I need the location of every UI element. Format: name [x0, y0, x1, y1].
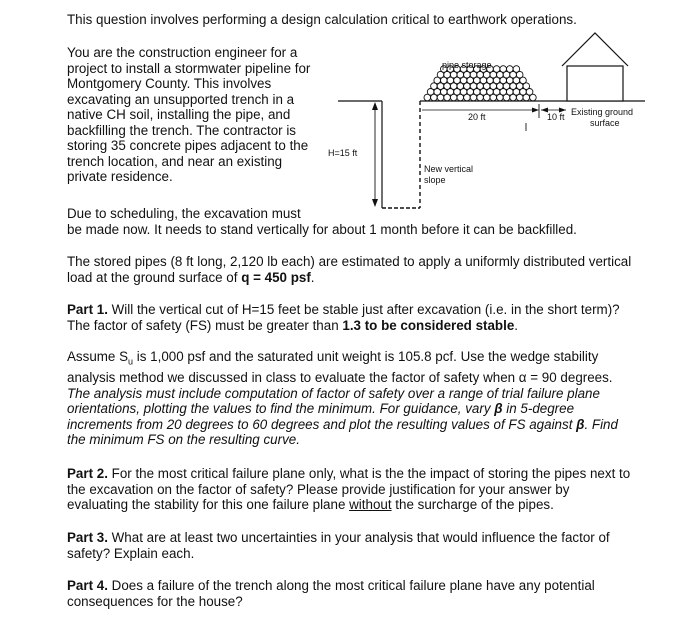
scenario-line: private residence.: [67, 169, 173, 184]
part-2-line-2: the excavation on the factor of safety? Please provide justification for your answer by: [67, 481, 570, 497]
existing-ground-label-1: Existing ground: [571, 107, 634, 117]
assume-italic-4a: orientations, plotting the values to find the minimum. For guidance, vary: [67, 401, 495, 417]
scenario-line: trench location, and near an existing: [67, 153, 283, 169]
load-line-2-end: .: [310, 269, 315, 285]
assumptions-paragraph: [67, 349, 667, 448]
assume-line-4: [67, 401, 667, 417]
scenario-paragraph: [67, 45, 337, 185]
house-body: [567, 66, 623, 101]
width-10-label: 10 ft: [547, 112, 565, 122]
part-2-line-3: [67, 497, 667, 513]
scenario-line: project to install a stormwater pipeline for: [67, 60, 311, 76]
part-3-line-1: [67, 530, 667, 546]
load-value: q = 450 psf: [241, 269, 311, 285]
scenario-line: storing 35 concrete pipes adjacent to the: [67, 138, 309, 153]
assume-text-a: Assume S: [67, 349, 129, 364]
part-3: [67, 530, 667, 561]
su-subscript: u: [128, 356, 134, 367]
part-1-line-2: [67, 318, 667, 334]
part-2-text-3a: evaluating the stability for this one failure plane: [67, 497, 350, 512]
pipe-circle: [507, 66, 514, 73]
assume-line-5: [67, 417, 667, 433]
without-underlined: without: [349, 497, 392, 512]
part-1-line-1: [67, 302, 667, 318]
part-4: [67, 578, 667, 609]
pipe-circle: [500, 66, 507, 73]
part-1: [67, 302, 667, 333]
assume-line-1: [67, 349, 667, 370]
part-4-line-1: [67, 578, 667, 594]
load-line-2-text: load at the ground surface of: [67, 269, 242, 285]
assume-italic-4b: in 5-degree: [502, 401, 575, 417]
part-2-line-1: [67, 466, 667, 482]
intro-text: This question involves performing a design calculation critical to earthwork operations.: [67, 12, 577, 27]
scenario-line: Due to scheduling, the excavation must: [67, 206, 301, 221]
part-4-label: Part 4.: [67, 578, 108, 593]
pipe-circle: [513, 66, 520, 73]
scenario-line: native CH soil, installing the pipe, and: [67, 107, 291, 122]
new-vertical-label-1: New vertical: [424, 164, 474, 174]
beta-symbol: β: [494, 401, 503, 417]
height-arrow-top: [372, 102, 378, 110]
load-line-1: The stored pipes (8 ft long, 2,120 lb each) are estimated to apply a uniformly distributed vertical: [67, 254, 632, 269]
part-3-text-1: What are at least two uncertainties in your analysis that would influence the factor of: [107, 530, 610, 545]
part-2-text-3b: the surcharge of the pipes.: [391, 497, 554, 512]
width-20-arrow-right: [532, 108, 539, 113]
assume-italic-3: The analysis must include computation of factor of safety over a range of trial failure plane: [67, 385, 600, 401]
existing-ground-label-2: surface: [590, 118, 620, 128]
part-4-line-2: consequences for the house?: [67, 593, 243, 609]
part-1-question: Will the vertical cut of H=15 feet be stable just after excavation (i.e. in the short term)?: [107, 302, 620, 317]
part-1-label: Part 1.: [67, 302, 108, 317]
assume-text-b: is 1,000 psf and the saturated unit weight is 105.8 pcf. Use the wedge stability: [133, 349, 599, 364]
height-arrow-bottom: [372, 199, 378, 207]
pipe-storage-label: pipe storage: [442, 60, 492, 70]
assume-italic-5a: increments from 20 degrees to 60 degrees and plot the resulting values of FS against: [67, 416, 577, 432]
part-1-end: .: [514, 317, 519, 333]
assume-line-6: [67, 432, 667, 448]
height-label: H=15 ft: [328, 148, 358, 158]
load-paragraph: [67, 254, 667, 285]
width-20-label: 20 ft: [468, 112, 486, 122]
assume-line-3: [67, 386, 667, 402]
new-vertical-label-2: slope: [424, 175, 446, 185]
part-4-text-1: Does a failure of the trench along the most critical failure plane have any potential: [107, 578, 595, 593]
assume-line-2: analysis method we discussed in class to evaluate the factor of safety when α = 90 degrees.: [67, 370, 613, 386]
scenario-line: backfilling the trench. The contractor is: [67, 122, 296, 138]
scenario-line: excavating an unsupported trench in a: [67, 91, 295, 107]
pipe-stack: [424, 66, 536, 101]
assume-italic-6: the minimum FS on the resulting curve.: [67, 432, 300, 448]
scenario-line: You are the construction engineer for a: [67, 45, 298, 60]
part-3-line-2: safety? Explain each.: [67, 545, 195, 561]
scenario-line: be made now. It needs to stand vertically for about 1 month before it can be backfilled.: [67, 221, 577, 237]
trench-diagram: [320, 28, 660, 223]
part-1-criterion: The factor of safety (FS) must be greater than: [67, 317, 343, 333]
part-3-label: Part 3.: [67, 530, 108, 545]
scenario-line: Montgomery County. This involves: [67, 76, 272, 91]
assume-italic-5b: . Find: [584, 416, 618, 432]
load-line-2: [67, 270, 667, 286]
pipe-circle: [493, 66, 500, 73]
part-2-label: Part 2.: [67, 466, 108, 481]
part-2-text-1: For the most critical failure plane only, what is the the impact of storing the pipes next to: [107, 466, 631, 481]
beta-symbol: β: [576, 416, 585, 432]
house-roof: [562, 33, 628, 66]
part-1-criterion-bold: 1.3 to be considered stable: [342, 317, 515, 333]
part-2: [67, 466, 667, 513]
